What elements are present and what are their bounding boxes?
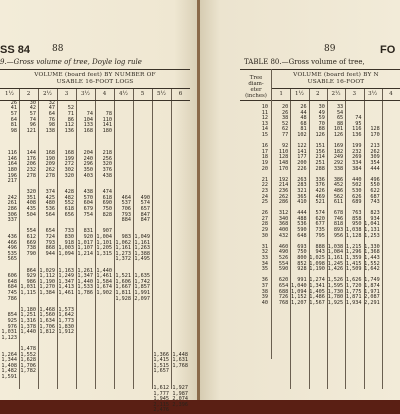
column-header: 4 <box>102 91 107 97</box>
volume-column: 128 170 213 262 309 354 444 496 550 622 687 743 823 934 1,041 1,131 1,253 1,330 1,368 1,443 1,552 1,642 1,749 1,874 1,971 2,087 2,291 <box>364 126 380 306</box>
page-number-left: 88 <box>52 44 64 54</box>
column-header: 4½ <box>119 91 128 97</box>
column-header: 2 <box>26 91 31 97</box>
column-header: 1½ <box>294 91 304 97</box>
column-header: 3½ <box>368 91 378 97</box>
volume-title-line1: VOLUME (board feet) BY NUMBER OF <box>34 72 156 78</box>
table-caption-right: TABLE 80.—Gross volume of tree, <box>244 58 365 66</box>
volume-title-line2: USABLE 16-FOOT LOGS <box>56 79 134 85</box>
top-rule <box>0 69 190 70</box>
column-header: 1 <box>279 91 283 97</box>
volume-column: 74 95 116 136 199 232 269 334 384 440 502 530 626 689 763 858 950 1,038 1,128 1,215 1,296 1,359 1,415 1,509 1,626 1,720 1,775 1,871 1,934 <box>345 115 362 306</box>
column-header: 2½ <box>43 91 52 97</box>
tree-diameter-stub-head: Tree diam- eter (inches) <box>245 75 267 99</box>
column-header: 6 <box>178 91 183 97</box>
column-header: 3 <box>352 91 357 97</box>
volume-column: 30 49 59 70 88 126 151 156 214 251 288 336 376 426 469 521 574 620 677 735 795 888 943 1,025 1,098 1,190 1,274 1,341 1,405 1,486 1,567 <box>309 104 325 306</box>
column-header: 2½ <box>331 91 341 97</box>
table-caption-left: 9.—Gross volume of tree, Doyle log rule <box>0 58 142 66</box>
volume-column: 52 71 86 112 136 168 199 272 302 320 428 482 552 618 656 733 830 918 1,003 1,094 1,163 1,249 1,347 1,413 1,461 1,573 1,642 1,773 1,830 1,912 <box>58 105 74 336</box>
volume-column: 74 104 133 168 204 240 296 350 403 438 570 604 679 754 831 920 1,017 1,107 1,214 1,261 1,347 1,440 1,533 1,786 <box>77 110 93 296</box>
page-number-right: 89 <box>324 44 336 54</box>
volume-column: 78 110 141 180 218 256 320 376 438 474 618 690 750 828 907 1,004 1,101 1,205 1,315 1,440 1,461 1,584 1,674 1,902 <box>96 110 112 296</box>
volume-column: 33 54 65 88 101 126 169 182 249 292 338 386 452 486 562 611 678 746 818 893 956 1,038 1,084 1,161 1,245 1,426 1,526 1,595 1,730 1,780 1,925 <box>327 104 344 306</box>
volume-column: 26 44 48 68 81 102 122 141 177 200 226 263 283 321 365 410 444 488 536 590 648 693 750 800 852 928 991 1,040 1,094 1,152 1,207 <box>290 104 307 306</box>
volume-column: 20 26 38 52 62 77 92 110 128 148 170 192 214 236 262 286 312 340 368 400 432 460 490 526 554 590 620 654 688 726 768 <box>278 104 289 306</box>
column-header: 3 <box>64 91 69 97</box>
volume-column: 490 574 657 847 847 1,049 1,161 1,263 1,388 1,495 1,635 1,742 1,857 1,991 2,097 <box>134 194 150 302</box>
diameter-column: 10 11 12 13 14 15 16 17 18 19 20 21 22 23 24 25 26 27 28 29 30 31 32 33 34 35 36 37 38 39 40 <box>261 104 268 306</box>
volume-title-right-line2: USABLE 16-FOOT <box>307 79 365 85</box>
volume-column: 464 537 706 793 884 983 1,062 1,161 1,273 1,372 1,521 1,606 1,667 1,811 1,928 <box>115 194 131 302</box>
header-bottom-rule-right <box>240 100 400 101</box>
volume-column <box>382 105 398 301</box>
volume-column: 26 41 57 64 81 98 116 146 164 180 196 217 242 261 286 306 337 436 466 496 535 565 606 648 684 745 786 854 925 976 1,031 1,123 1,264 1,344 1,408 1,482 1,591 <box>1 99 17 380</box>
column-header: 5 <box>140 91 145 97</box>
volume-column: 30 42 57 74 96 121 144 176 206 232 278 320 351 408 435 504 554 612 669 738 790 864 929 986 1,031 1,115 1,180 1,251 1,316 1,378 1,440 1,478 1,552 1,628 1,706 1,782 <box>20 99 36 375</box>
volume-title-right-line1: VOLUME (board feet) BY N <box>293 72 379 78</box>
top-rule-right <box>240 69 400 70</box>
right-page <box>200 0 400 400</box>
left-page <box>0 0 198 414</box>
running-head-left: SS 84 <box>0 44 30 56</box>
volume-column: 1,448 1,631 1,768 1,927 1,987 2,074 2,396 <box>172 351 188 408</box>
column-header: 2 <box>315 91 320 97</box>
column-header: 3½ <box>81 91 90 97</box>
column-header: 4 <box>389 91 393 97</box>
column-header: 1½ <box>5 91 14 97</box>
volume-column: 1,366 1,415 1,515 1,657 1,612 1,777 1,945 2,115 2,476 <box>153 351 169 414</box>
column-header: 5½ <box>157 91 166 97</box>
running-head-right: FO <box>380 44 396 56</box>
volume-column: 32 47 64 76 98 138 168 190 209 262 278 374 425 480 536 564 654 724 793 868 944 1,029 1,112 1,190 1,270 1,384 1,468 1,560 1,634 1,706 1,812 <box>39 99 55 336</box>
